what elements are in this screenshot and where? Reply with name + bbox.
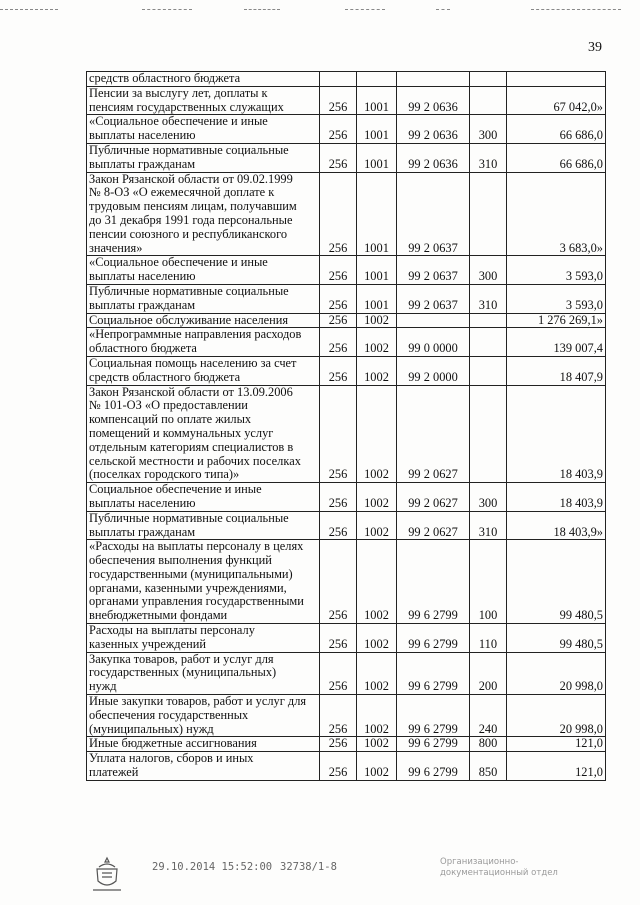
row-name-cell	[87, 313, 320, 328]
section-code-cell: 1002	[357, 483, 397, 512]
expense-type-cell: 300	[470, 115, 507, 144]
table-row	[87, 695, 606, 737]
table-row	[87, 483, 606, 512]
row-name-text: Пенсии за выслугу лет, доплаты к пенсиям государственных служащих	[89, 85, 284, 114]
row-name-text: Расходы на выплаты персоналу казенных учреждений	[89, 623, 255, 651]
ministry-code-cell: 256	[320, 86, 357, 115]
ministry-code-cell: 256	[320, 652, 357, 694]
section-code-cell: 1002	[357, 652, 397, 694]
row-name-cell	[87, 256, 320, 285]
section-code-cell: 1002	[357, 385, 397, 483]
amount-cell: 139 007,4	[507, 328, 606, 357]
expense-type-cell: 310	[470, 511, 507, 540]
row-name-cell	[87, 115, 320, 144]
budget-table-body	[87, 72, 606, 781]
section-code-cell: 1002	[357, 328, 397, 357]
section-code-cell: 1002	[357, 511, 397, 540]
row-name-text: Закон Рязанской области от 09.02.1999 № 8-ОЗ «О ежемесячной доплате к трудовым пенсиям лицам, получавшим до 31 декабря 1991 года персональные пенсии союзного и республиканского значения»	[89, 171, 297, 255]
target-article-cell	[397, 313, 470, 328]
row-name-cell	[87, 356, 320, 385]
table-row	[87, 72, 606, 87]
table-row	[87, 752, 606, 781]
target-article-cell	[397, 72, 470, 87]
row-name-cell	[87, 483, 320, 512]
target-article-cell: 99 2 0627	[397, 483, 470, 512]
row-name-text: Уплата налогов, сборов и иных платежей	[89, 751, 254, 780]
amount-cell: 1 276 269,1»	[507, 313, 606, 328]
row-name-cell	[87, 540, 320, 624]
expense-type-cell: 110	[470, 624, 507, 653]
table-row	[87, 256, 606, 285]
row-name-text: Социальное обслуживание населения	[89, 312, 289, 327]
amount-cell: 20 998,0	[507, 695, 606, 737]
expense-type-cell	[470, 172, 507, 256]
table-row	[87, 86, 606, 115]
row-name-text: «Непрограммные направления расходов областного бюджета	[89, 327, 302, 356]
amount-cell: 20 998,0	[507, 652, 606, 694]
table-row	[87, 540, 606, 624]
table-row	[87, 115, 606, 144]
row-name-cell	[87, 385, 320, 483]
footer-department-text: Организационно- документационный отдел	[440, 857, 558, 878]
row-name-text: Иные закупки товаров, работ и услуг для обеспечения государственных (муниципальных) нужд	[89, 694, 307, 736]
amount-cell: 67 042,0»	[507, 86, 606, 115]
row-name-cell	[87, 752, 320, 781]
amount-cell: 99 480,5	[507, 540, 606, 624]
ministry-code-cell: 256	[320, 540, 357, 624]
row-name-text: Закон Рязанской области от 13.09.2006 № 101-ОЗ «О предоставлении компенсаций по оплате жилых помещений и коммунальных услуг отдельным категориям специалистов в сельской местности и рабочих поселках (поселках городского типа)»	[89, 384, 301, 482]
ministry-code-cell	[320, 72, 357, 87]
amount-cell: 66 686,0	[507, 115, 606, 144]
row-name-cell	[87, 172, 320, 256]
amount-cell: 121,0	[507, 737, 606, 752]
expense-type-cell: 300	[470, 256, 507, 285]
ministry-code-cell: 256	[320, 284, 357, 313]
row-name-text: Публичные нормативные социальные выплаты гражданам	[89, 283, 289, 312]
expense-type-cell	[470, 313, 507, 328]
amount-cell: 99 480,5	[507, 624, 606, 653]
scan-edge-line	[0, 9, 58, 10]
target-article-cell: 99 2 0637	[397, 172, 470, 256]
section-code-cell: 1001	[357, 86, 397, 115]
scan-edge-line	[345, 9, 385, 10]
table-row	[87, 652, 606, 694]
ministry-code-cell: 256	[320, 143, 357, 172]
row-name-cell	[87, 86, 320, 115]
expense-type-cell: 850	[470, 752, 507, 781]
target-article-cell: 99 6 2799	[397, 540, 470, 624]
expense-type-cell	[470, 86, 507, 115]
ministry-code-cell: 256	[320, 695, 357, 737]
section-code-cell: 1002	[357, 737, 397, 752]
section-code-cell: 1002	[357, 313, 397, 328]
section-code-cell: 1002	[357, 624, 397, 653]
expense-type-cell: 100	[470, 540, 507, 624]
row-name-cell	[87, 511, 320, 540]
row-name-cell	[87, 652, 320, 694]
target-article-cell: 99 6 2799	[397, 737, 470, 752]
target-article-cell: 99 2 0636	[397, 143, 470, 172]
section-code-cell: 1002	[357, 356, 397, 385]
amount-cell: 3 683,0»	[507, 172, 606, 256]
row-name-text: «Социальное обеспечение и иные выплаты населению	[89, 255, 268, 284]
section-code-cell	[357, 72, 397, 87]
ministry-code-cell: 256	[320, 313, 357, 328]
target-article-cell: 99 6 2799	[397, 624, 470, 653]
footer-department-stamp	[440, 857, 590, 879]
row-name-cell	[87, 284, 320, 313]
coat-of-arms-icon	[90, 855, 124, 891]
ministry-code-cell: 256	[320, 752, 357, 781]
target-article-cell: 99 0 0000	[397, 328, 470, 357]
section-code-cell: 1001	[357, 115, 397, 144]
section-code-cell: 1002	[357, 752, 397, 781]
ministry-code-cell: 256	[320, 356, 357, 385]
amount-cell: 18 407,9	[507, 356, 606, 385]
row-name-cell	[87, 695, 320, 737]
footer-datetime: 29.10.2014 15:52:00	[152, 861, 273, 873]
row-name-cell	[87, 143, 320, 172]
row-name-cell	[87, 624, 320, 653]
target-article-cell: 99 2 0636	[397, 115, 470, 144]
scan-edge-line	[531, 9, 621, 10]
footer-document-code: 32738/1-8	[280, 861, 337, 873]
target-article-cell: 99 6 2799	[397, 652, 470, 694]
row-name-text: Публичные нормативные социальные выплаты гражданам	[89, 510, 289, 539]
amount-cell: 66 686,0	[507, 143, 606, 172]
row-name-text: Социальное обеспечение и иные выплаты населению	[89, 482, 262, 510]
ministry-code-cell: 256	[320, 385, 357, 483]
expense-type-cell: 300	[470, 483, 507, 512]
row-name-text: Публичные нормативные социальные выплаты гражданам	[89, 142, 289, 171]
amount-cell: 18 403,9	[507, 483, 606, 512]
row-name-cell	[87, 72, 320, 87]
target-article-cell: 99 6 2799	[397, 695, 470, 737]
amount-cell	[507, 72, 606, 87]
ministry-code-cell: 256	[320, 115, 357, 144]
table-row	[87, 284, 606, 313]
table-row	[87, 511, 606, 540]
row-name-text: Социальная помощь населению за счет средств областного бюджета	[89, 355, 297, 384]
expense-type-cell	[470, 328, 507, 357]
scan-edge-line	[436, 9, 450, 10]
budget-table	[86, 71, 606, 781]
table-row	[87, 737, 606, 752]
expense-type-cell: 200	[470, 652, 507, 694]
table-row	[87, 143, 606, 172]
expense-type-cell: 310	[470, 284, 507, 313]
table-row	[87, 313, 606, 328]
table-row	[87, 172, 606, 256]
table-row	[87, 328, 606, 357]
target-article-cell: 99 2 0637	[397, 284, 470, 313]
ministry-code-cell: 256	[320, 328, 357, 357]
section-code-cell: 1001	[357, 143, 397, 172]
ministry-code-cell: 256	[320, 483, 357, 512]
target-article-cell: 99 2 0637	[397, 256, 470, 285]
row-name-text: средств областного бюджета	[89, 71, 241, 85]
ministry-code-cell: 256	[320, 511, 357, 540]
expense-type-cell	[470, 356, 507, 385]
ministry-code-cell: 256	[320, 172, 357, 256]
amount-cell: 3 593,0	[507, 256, 606, 285]
scan-edge-line	[142, 9, 192, 10]
section-code-cell: 1001	[357, 284, 397, 313]
expense-type-cell: 800	[470, 737, 507, 752]
scan-edge-line	[244, 9, 280, 10]
expense-type-cell: 240	[470, 695, 507, 737]
page-footer	[0, 855, 640, 895]
expense-type-cell	[470, 72, 507, 87]
target-article-cell: 99 6 2799	[397, 752, 470, 781]
table-row	[87, 624, 606, 653]
row-name-text: «Социальное обеспечение и иные выплаты населению	[89, 114, 268, 143]
page-number: 39	[588, 40, 602, 55]
expense-type-cell: 310	[470, 143, 507, 172]
row-name-text: Иные бюджетные ассигнования	[89, 736, 257, 751]
section-code-cell: 1001	[357, 256, 397, 285]
table-row	[87, 356, 606, 385]
amount-cell: 18 403,9»	[507, 511, 606, 540]
row-name-text: «Расходы на выплаты персоналу в целях обеспечения выполнения функций государственными (муниципальными) органами, казенными учреждениями, органами управления государственными внебюджетными фондами	[89, 539, 304, 623]
target-article-cell: 99 2 0627	[397, 385, 470, 483]
amount-cell: 121,0	[507, 752, 606, 781]
target-article-cell: 99 2 0636	[397, 86, 470, 115]
expense-type-cell	[470, 385, 507, 483]
row-name-cell	[87, 737, 320, 752]
section-code-cell: 1002	[357, 695, 397, 737]
amount-cell: 18 403,9	[507, 385, 606, 483]
row-name-cell	[87, 328, 320, 357]
table-row	[87, 385, 606, 483]
row-name-text: Закупка товаров, работ и услуг для государственных (муниципальных) нужд	[89, 651, 277, 694]
target-article-cell: 99 2 0000	[397, 356, 470, 385]
ministry-code-cell: 256	[320, 256, 357, 285]
amount-cell: 3 593,0	[507, 284, 606, 313]
target-article-cell: 99 2 0627	[397, 511, 470, 540]
ministry-code-cell: 256	[320, 624, 357, 653]
section-code-cell: 1002	[357, 540, 397, 624]
section-code-cell: 1001	[357, 172, 397, 256]
ministry-code-cell: 256	[320, 737, 357, 752]
